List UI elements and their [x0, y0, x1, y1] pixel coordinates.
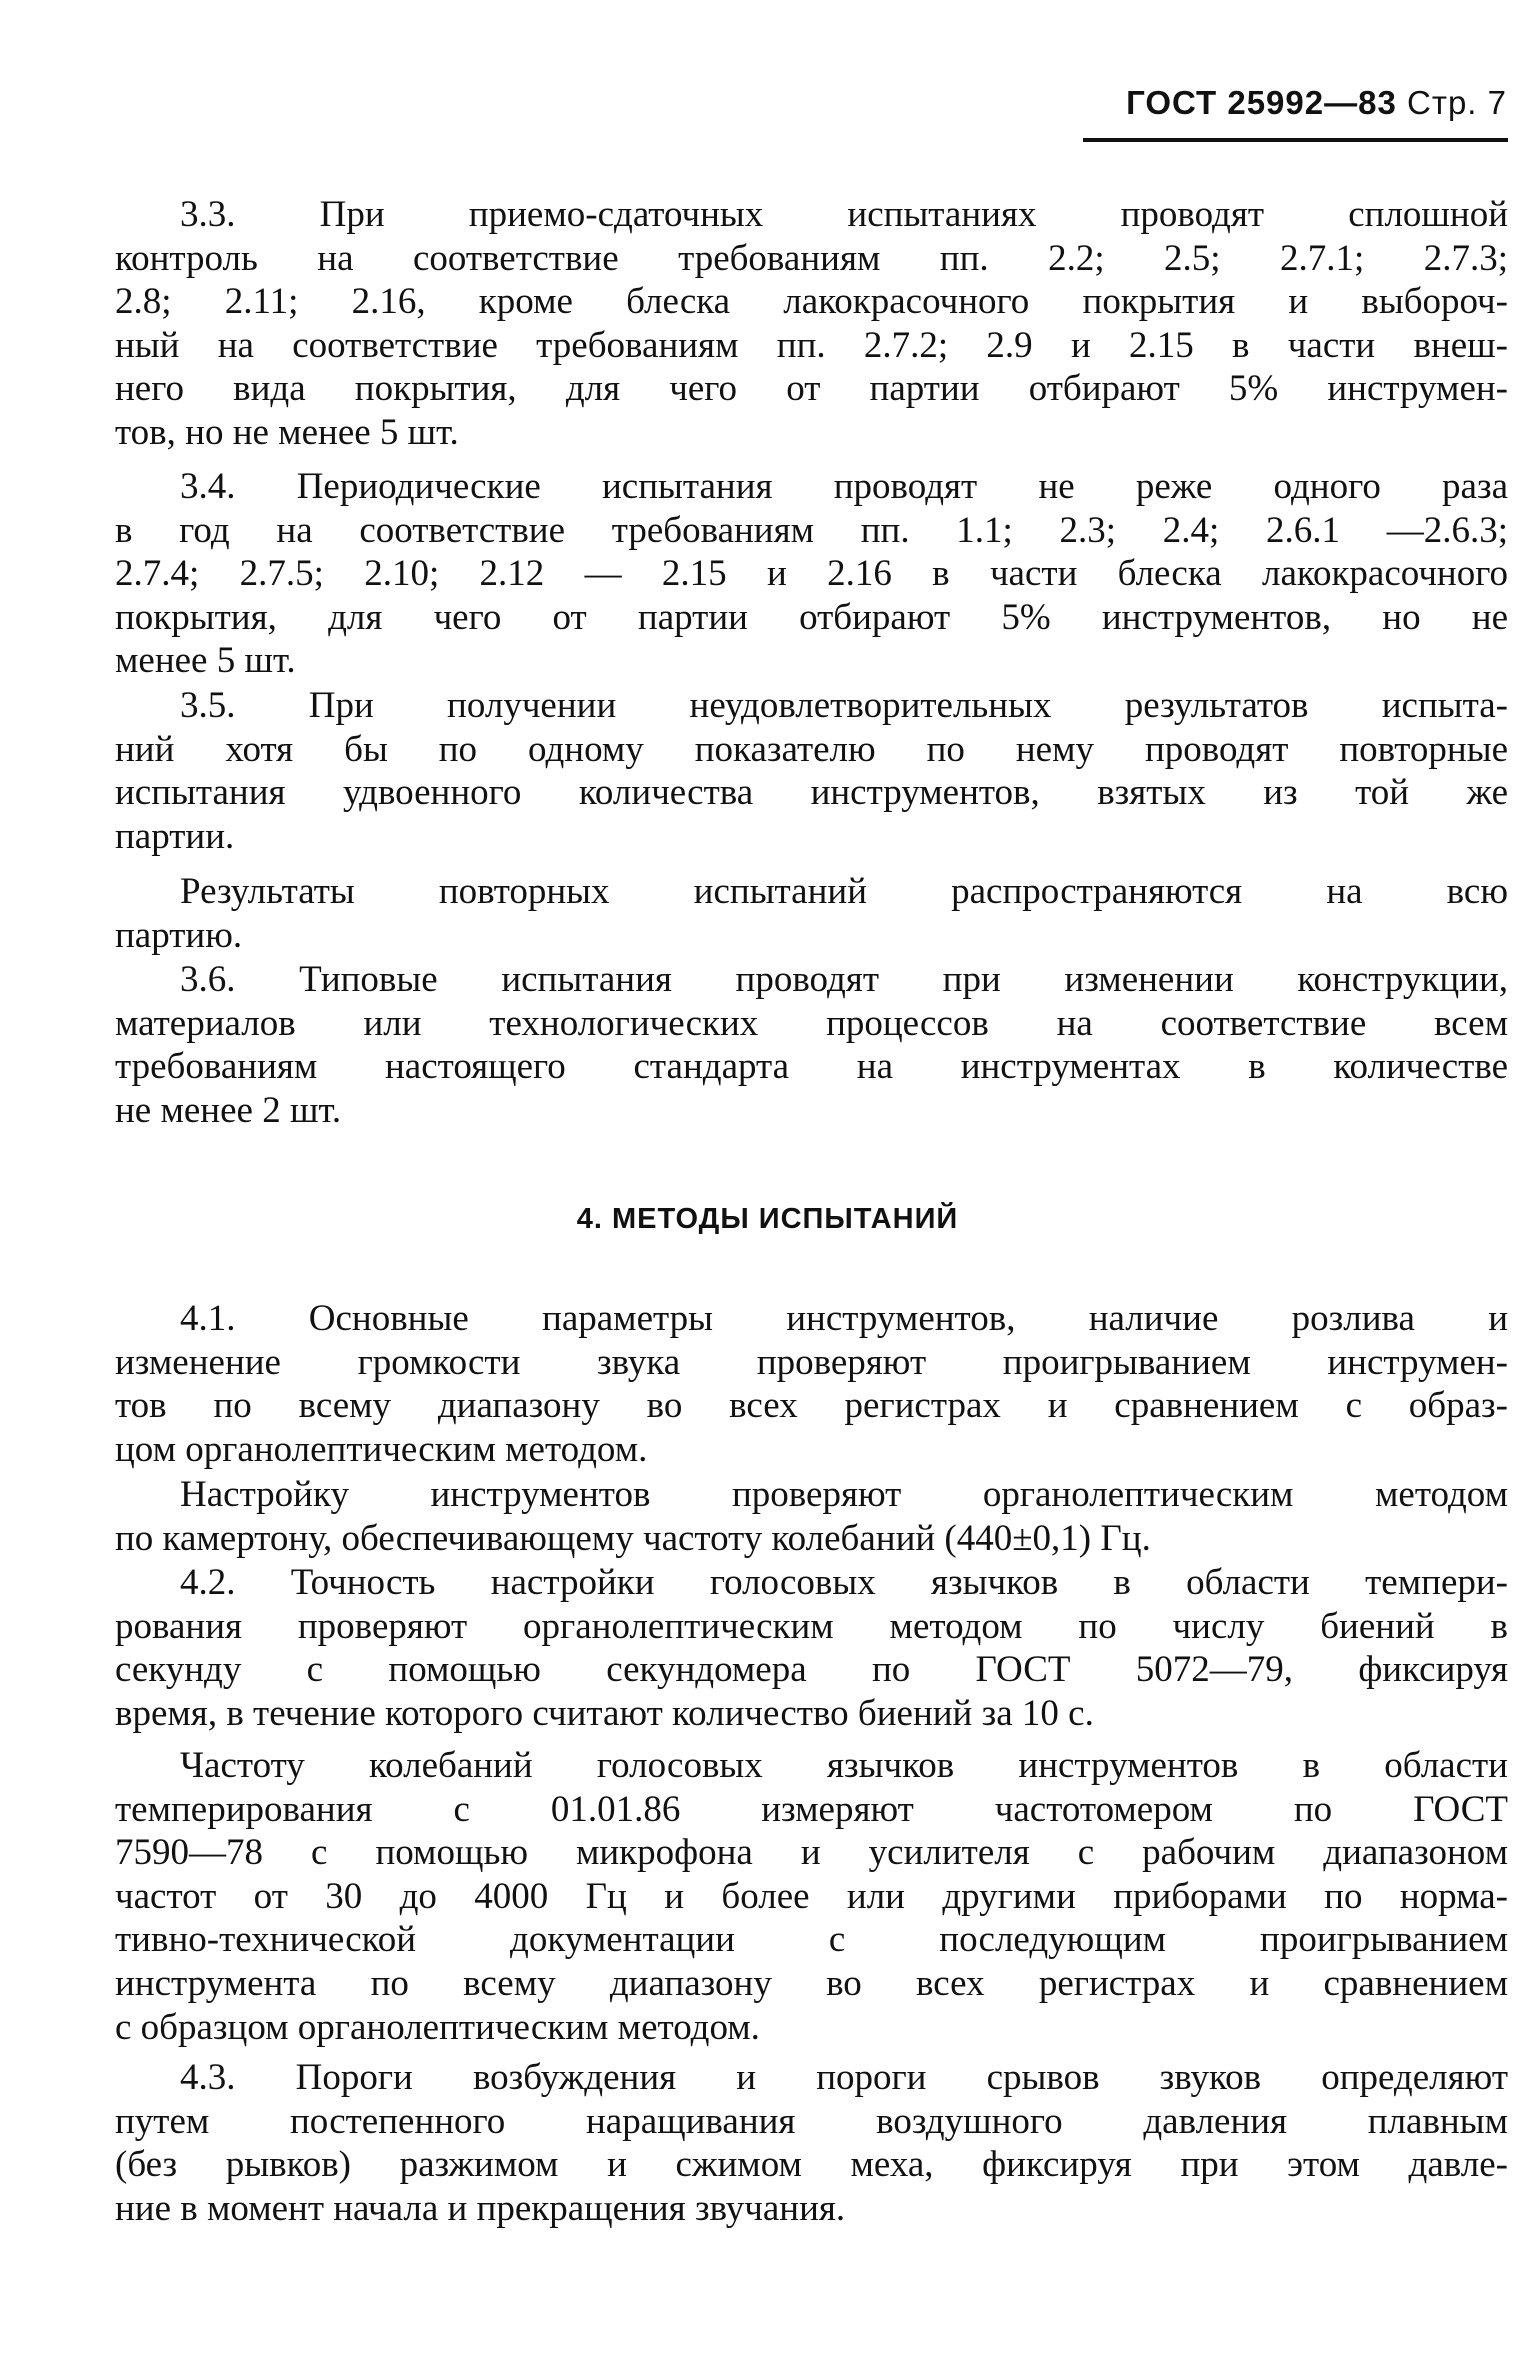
text-line: 4.1. Основные параметры инструментов, наличие розлива и	[180, 1298, 1508, 1339]
text-line: ний хотя бы по одному показателю по нему проводят повторные	[115, 728, 1508, 770]
paragraph-3-3	[115, 193, 1508, 455]
standard-number: ГОСТ 25992—83	[1126, 84, 1397, 121]
text-line: время, в течение которого считают количество биений за 10 с.	[115, 1692, 1094, 1734]
text-line: 7590—78 с помощью микрофона и усилителя с рабочим диапазоном	[115, 1832, 1508, 1874]
paragraph-4-1-tuning	[115, 1473, 1508, 1560]
text-line: Частоту колебаний голосовых язычков инструментов в области	[180, 1745, 1508, 1786]
text-line: него вида покрытия, для чего от партии отбирают 5% инструмен-	[115, 368, 1508, 410]
text-line: контроль на соответствие требованиям пп. 2.2; 2.5; 2.7.1; 2.7.3;	[115, 237, 1508, 279]
page-header	[1126, 84, 1507, 122]
text-line: 3.5. При получении неудовлетворительных результатов испыта-	[180, 685, 1508, 726]
text-line: 3.6. Типовые испытания проводят при изменении конструкции,	[180, 959, 1508, 1000]
text-line: партии.	[115, 815, 235, 857]
paragraph-4-2-frequency	[115, 1744, 1508, 2049]
text-line: Настройку инструментов проверяют органолептическим методом	[180, 1474, 1508, 1515]
text-line: партию.	[115, 914, 243, 956]
text-line: не менее 2 шт.	[115, 1089, 342, 1131]
page-number: Стр. 7	[1407, 84, 1507, 121]
text-line: материалов или технологических процессов на соответствие всем	[115, 1002, 1508, 1044]
text-line: 3.4. Периодические испытания проводят не реже одного раза	[180, 466, 1508, 507]
text-line: тивно-технической документации с последующим проигрыванием	[115, 1919, 1508, 1961]
paragraph-4-2	[115, 1561, 1508, 1735]
paragraph-3-5-results	[115, 870, 1508, 957]
text-line: рования проверяют органолептическим методом по числу биений в	[115, 1605, 1508, 1647]
section-heading: 4. МЕТОДЫ ИСПЫТАНИЙ	[576, 1203, 959, 1235]
text-line: в год на соответствие требованиям пп. 1.1; 2.3; 2.4; 2.6.1 —2.6.3;	[115, 509, 1508, 551]
text-line: тов по всему диапазону во всех регистрах и сравнением с образ-	[115, 1385, 1508, 1427]
text-line: частот от 30 до 4000 Гц и более или другими приборами по норма-	[115, 1875, 1508, 1917]
paragraph-4-3	[115, 2056, 1508, 2230]
paragraph-4-1	[115, 1297, 1508, 1471]
text-line: менее 5 шт.	[115, 640, 296, 682]
paragraph-3-6	[115, 958, 1508, 1132]
text-line: покрытия, для чего от партии отбирают 5% инструментов, но не	[115, 596, 1508, 638]
text-line: 2.7.4; 2.7.5; 2.10; 2.12 — 2.15 и 2.16 в части блеска лакокрасочного	[115, 553, 1508, 595]
text-line: темперирования с 01.01.86 измеряют частотомером по ГОСТ	[115, 1788, 1508, 1830]
text-line: требованиям настоящего стандарта на инструментах в количестве	[115, 1046, 1508, 1088]
text-line: (без рывков) разжимом и сжимом меха, фиксируя при этом давле-	[115, 2144, 1508, 2186]
text-line: изменение громкости звука проверяют проигрыванием инструмен-	[115, 1341, 1508, 1383]
header-rule	[1083, 138, 1508, 142]
text-line: с образцом органолептическим методом.	[115, 2006, 760, 2048]
text-line: секунду с помощью секундомера по ГОСТ 5072—79, фиксируя	[115, 1649, 1508, 1691]
text-line: 2.8; 2.11; 2.16, кроме блеска лакокрасочного покрытия и выбороч-	[115, 281, 1508, 323]
text-line: ный на соответствие требованиям пп. 2.7.2; 2.9 и 2.15 в части внеш-	[115, 324, 1508, 366]
text-line: путем постепенного наращивания воздушного давления плавным	[115, 2100, 1508, 2142]
paragraph-3-4	[115, 465, 1508, 683]
text-line: Результаты повторных испытаний распространяются на всю	[180, 871, 1508, 912]
text-line: тов, но не менее 5 шт.	[115, 411, 459, 453]
text-line: испытания удвоенного количества инструментов, взятых из той же	[115, 772, 1508, 814]
text-line: инструмента по всему диапазону во всех регистрах и сравнением	[115, 1962, 1508, 2004]
text-line: 4.2. Точность настройки голосовых язычков в области темпери-	[180, 1562, 1508, 1603]
text-line: 4.3. Пороги возбуждения и пороги срывов звуков определяют	[180, 2057, 1508, 2098]
text-line: цом органолептическим методом.	[115, 1428, 648, 1470]
text-line: 3.3. При приемо-сдаточных испытаниях проводят сплошной	[180, 194, 1508, 235]
text-line: по камертону, обеспечивающему частоту колебаний (440±0,1) Гц.	[115, 1517, 1151, 1559]
paragraph-3-5	[115, 684, 1508, 858]
text-line: ние в момент начала и прекращения звучания.	[115, 2187, 846, 2229]
